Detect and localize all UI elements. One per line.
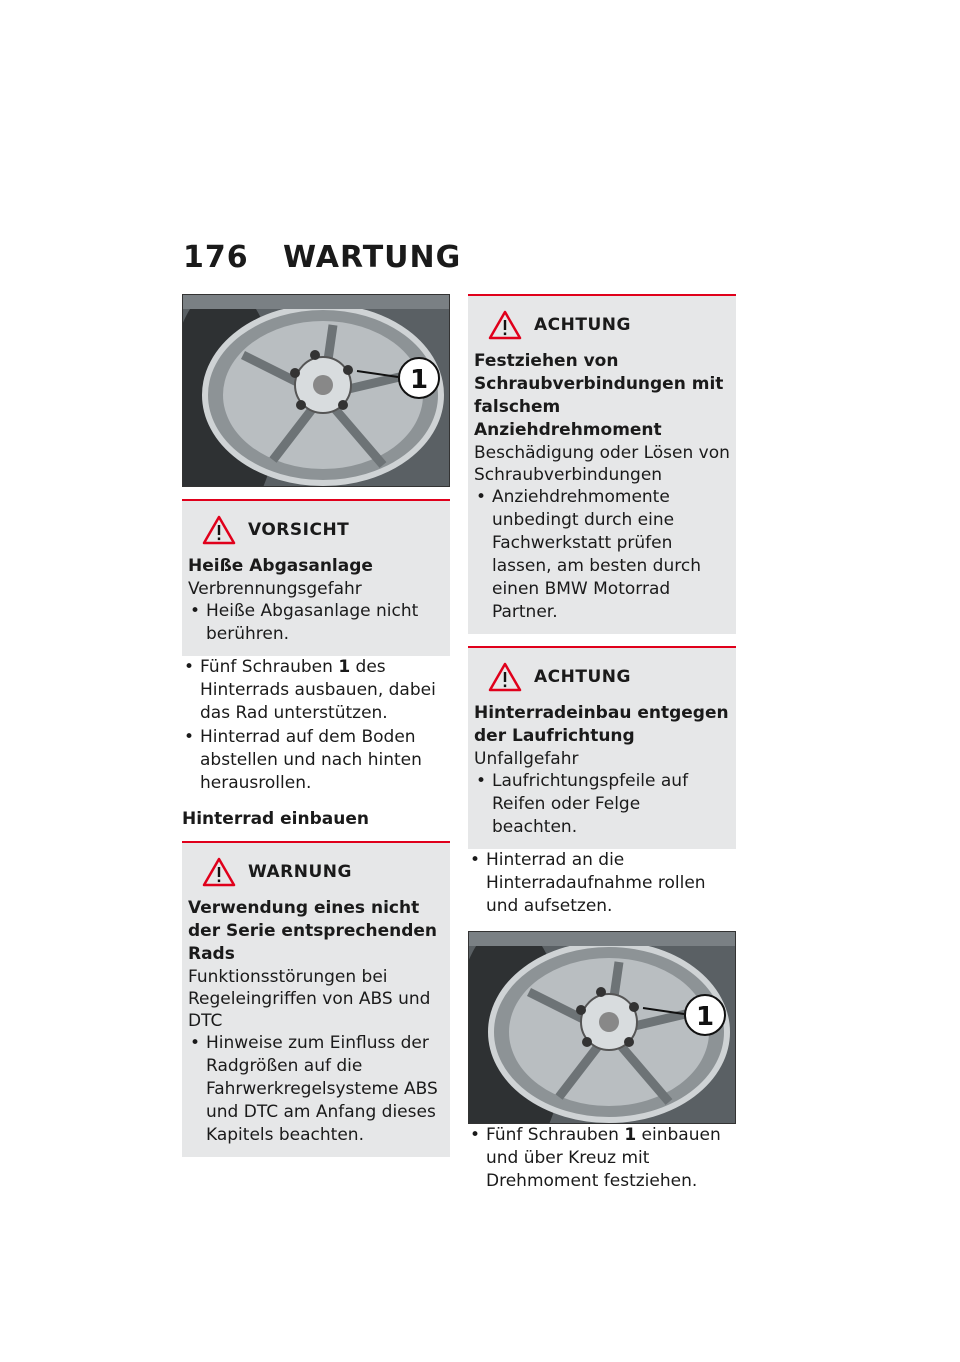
install-step-1: [468, 849, 736, 918]
attention-title: Hinterradeinbau entgegen der Laufrichtung: [474, 703, 729, 746]
wheel-photo-install: [468, 931, 736, 1124]
caution-box: [182, 499, 450, 656]
callout-number: 1: [409, 365, 429, 395]
list-item: • Hinterrad an die Hinterradaufnahme rollen und aufsetzen.: [468, 849, 736, 918]
warning-label: WARNUNG: [248, 862, 352, 882]
attention-box-direction: [468, 646, 736, 849]
warning-box: [182, 841, 450, 1157]
page-header: [183, 240, 461, 275]
warning-bullet: • Hinweise zum Einfluss der Radgrößen auf die Fahrwerkregelsysteme ABS und DTC am Anfang dieses Kapitels beachten.: [188, 1032, 444, 1147]
right-column: [468, 294, 736, 1194]
list-item: • Hinterrad auf dem Boden abstellen und nach hinten herausrollen.: [182, 726, 450, 795]
warning-text: Funktionsstörungen bei Regeleingriffen von ABS und DTC: [188, 967, 431, 1031]
attention-label: ACHTUNG: [534, 315, 631, 335]
warning-title: Verwendung eines nicht der Serie entsprechenden Rads: [188, 898, 438, 964]
attention-text: Unfallgefahr: [474, 749, 579, 769]
attention-title: Festziehen von Schraubverbindungen mit falschem Anziehdrehmoment: [474, 351, 724, 440]
chapter-title: WARTUNG: [283, 240, 462, 275]
attention-box-torque: [468, 294, 736, 634]
wheel-illustration: [183, 295, 450, 487]
section-heading: Hinterrad einbauen: [182, 809, 369, 829]
warning-triangle-icon: [202, 857, 236, 887]
left-column: [182, 294, 450, 1157]
attention-bullet: • Laufrichtungspfeile auf Reifen oder Felge beachten.: [474, 770, 730, 839]
attention-text: Beschädigung oder Lösen von Schraubverbindungen: [474, 443, 730, 485]
callout-number: 1: [695, 1002, 715, 1032]
caution-text: Verbrennungsgefahr: [188, 579, 362, 599]
page-number: 176: [183, 240, 249, 275]
caution-title: Heiße Abgasanlage: [188, 556, 373, 576]
list-item: • Fünf Schrauben 1 des Hinterrads ausbauen, dabei das Rad unterstützen.: [182, 656, 450, 725]
removal-steps: [182, 656, 450, 795]
attention-label: ACHTUNG: [534, 667, 631, 687]
caution-bullet: • Heiße Abgasanlage nicht berühren.: [188, 600, 444, 646]
attention-bullet: • Anziehdrehmomente unbedingt durch eine Fachwerkstatt prüfen lassen, am besten durch einen BMW Motorrad Partner.: [474, 486, 730, 624]
wheel-illustration: [469, 932, 736, 1124]
warning-triangle-icon: [488, 662, 522, 692]
list-item: • Fünf Schrauben 1 einbauen und über Kreuz mit Drehmoment festziehen.: [468, 1124, 736, 1193]
wheel-photo-removal: [182, 294, 450, 487]
install-step-2: [468, 1124, 736, 1193]
caution-label: VORSICHT: [248, 520, 350, 540]
warning-triangle-icon: [488, 310, 522, 340]
warning-triangle-icon: [202, 515, 236, 545]
